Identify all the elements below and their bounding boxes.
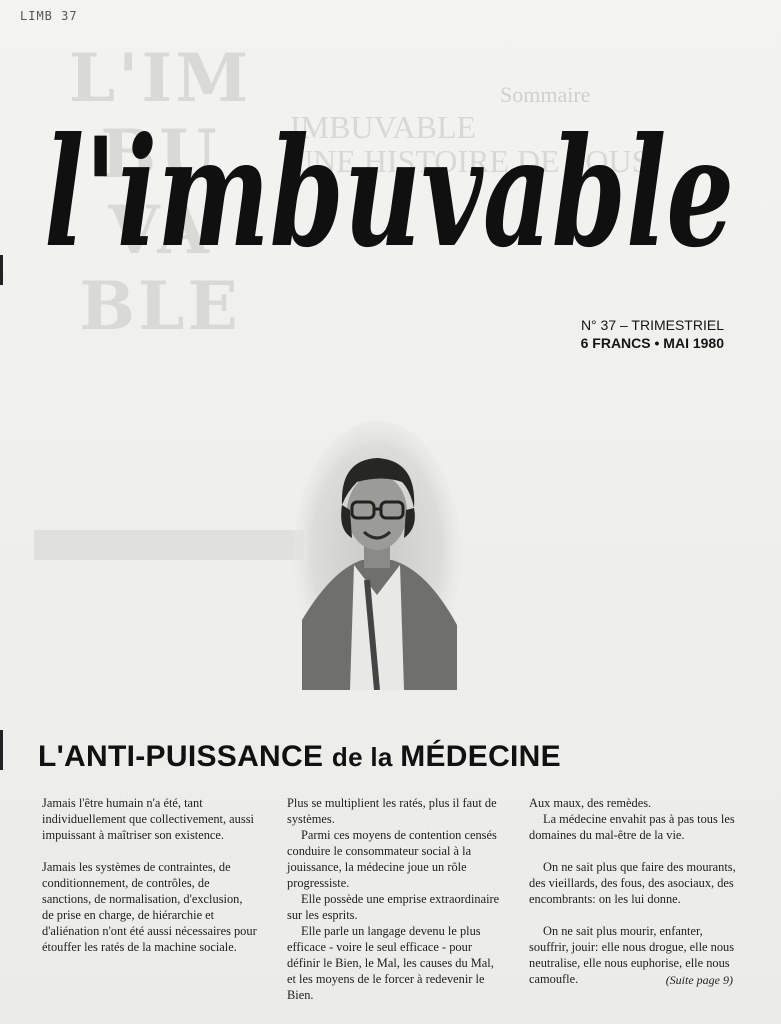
ghost-band [34,530,304,560]
ghost-title-line: BLE [79,267,241,345]
paragraph: Jamais les systèmes de contraintes, de conditionnement, de contrôles, de sanctions, de normalisation, d'exclusion, de prise en charge, de hiérarchie et d'aliénation n'ont été aussi nécessaires pour étouffer les ratés de la machine sociale. [42,860,257,954]
portrait-image [292,420,462,690]
headline-part: L'ANTI-PUISSANCE [38,740,332,773]
paragraph: Plus se multiplient les ratés, plus il faut de systèmes. [287,796,497,826]
ghost-sommaire: Sommaire [500,82,591,107]
paragraph: Elle possède une emprise extraordinaire sur les esprits. [287,892,500,922]
issue-price-date: 6 FRANCS • MAI 1980 [580,335,724,351]
article-column-2 [287,795,502,1003]
paragraph: On ne sait plus que faire des mourants, des vieillards, des fous, des asociaux, des encombrants: on les lui donne. [529,860,736,906]
paragraph: Parmi ces moyens de contention censés conduire le consommateur social à la jouissance, la médecine joue un rôle progressiste. [287,828,497,890]
portrait-photo [292,420,462,690]
paragraph: La médecine envahit pas à pas tous les domaines du mal-être de la vie. [529,812,735,842]
brush-script-logo [34,105,744,280]
ghost-title-line: VA [108,191,212,269]
logo-text: l'imbuvable [44,105,734,280]
scan-edge-mark [0,255,3,285]
ghost-line: IMBUVABLE [290,109,477,145]
ghost-line: UNE HISTOIRE DE FOUS [290,143,650,179]
continuation-note: (Suite page 9) [665,973,733,987]
paragraph: Jamais l'être humain n'a été, tant individuellement que collectivement, aussi impuissant à maîtriser son existence. [42,796,254,842]
ghost-title-line: L'IM [68,39,252,117]
scan-edge-mark [0,730,3,770]
issue-info [581,316,724,352]
paragraph: Aux maux, des remèdes. [529,796,652,810]
article-column-3 [529,795,744,987]
headline-part: de la [331,742,401,772]
masthead-logo [34,105,744,280]
headline-part: MÉDECINE [400,740,561,773]
headline [38,740,748,774]
ghost-title-line: BU [100,115,220,193]
paragraph: On ne sait plus mourir, enfanter, souffrir, jouir: elle nous drogue, elle nous neutralise, elle nous euphorise, elle nous camoufle. [529,924,735,986]
issue-number: N° 37 – TRIMESTRIEL [580,317,724,333]
archive-mark: LIMB 37 [20,9,78,23]
article-column-1 [42,795,257,955]
paragraph: Elle parle un langage devenu le plus efficace - voire le seul efficace - pour définir le Bien, le Mal, les causes du Mal, et les moyens de le forcer à redevenir le Bien. [287,924,494,1002]
